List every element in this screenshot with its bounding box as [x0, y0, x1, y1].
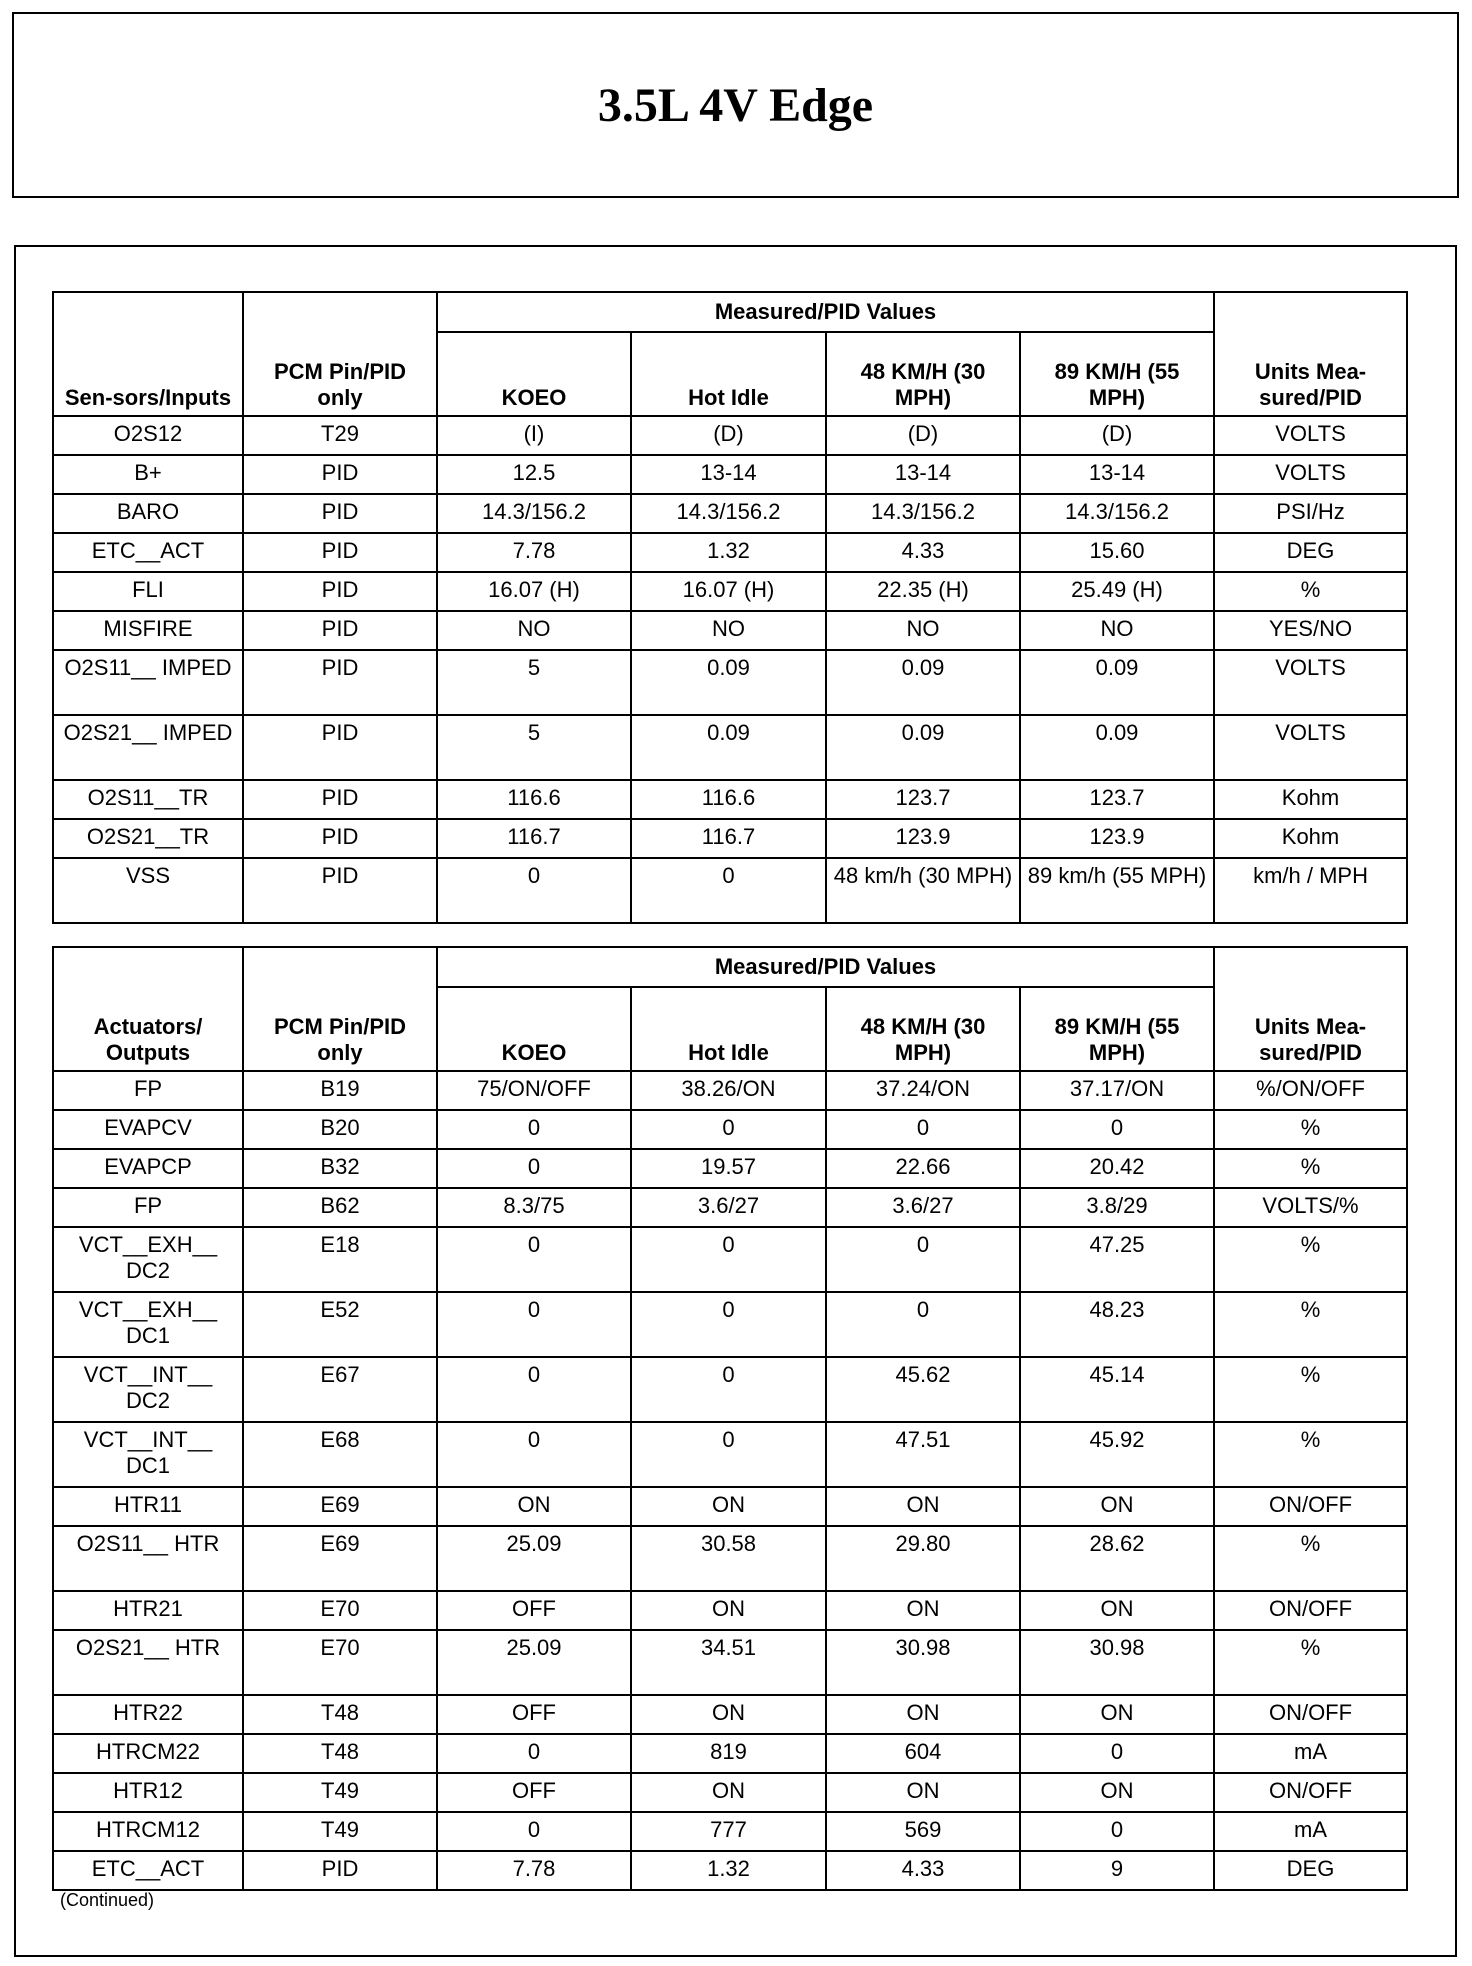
cell-48kmh: NO — [826, 611, 1020, 650]
cell-units: % — [1214, 1149, 1407, 1188]
cell-pcm-pin: E67 — [243, 1357, 437, 1422]
cell-units: VOLTS — [1214, 650, 1407, 715]
page-title: 3.5L 4V Edge — [597, 78, 874, 132]
cell-name: O2S12 — [53, 416, 243, 455]
table-row — [53, 416, 1407, 455]
cell-units: % — [1214, 1422, 1407, 1487]
cell-hot-idle: NO — [631, 611, 826, 650]
cell-48kmh: 0 — [826, 1292, 1020, 1357]
cell-pcm-pin: PID — [243, 780, 437, 819]
cell-hot-idle: 13-14 — [631, 455, 826, 494]
cell-89kmh: 45.14 — [1020, 1357, 1214, 1422]
cell-89kmh: 89 km/h (55 MPH) — [1020, 858, 1214, 923]
cell-89kmh: ON — [1020, 1773, 1214, 1812]
cell-pcm-pin: B62 — [243, 1188, 437, 1227]
cell-48kmh: 0 — [826, 1110, 1020, 1149]
table-row — [53, 1487, 1407, 1526]
table-row — [53, 1422, 1407, 1487]
cell-48kmh: ON — [826, 1591, 1020, 1630]
table-row — [53, 1695, 1407, 1734]
cell-89kmh: 0.09 — [1020, 650, 1214, 715]
cell-name: VCT__EXH__ DC1 — [53, 1292, 243, 1357]
cell-hot-idle: 0.09 — [631, 715, 826, 780]
col-header-hot-idle: Hot Idle — [631, 332, 826, 416]
actuators-outputs-table — [52, 946, 1408, 1891]
cell-hot-idle: 3.6/27 — [631, 1188, 826, 1227]
cell-units: % — [1214, 1227, 1407, 1292]
col-header-89kmh: 89 KM/H (55 MPH) — [1020, 332, 1214, 416]
cell-koeo: OFF — [437, 1773, 631, 1812]
cell-pcm-pin: PID — [243, 1851, 437, 1890]
cell-koeo: 0 — [437, 1110, 631, 1149]
table-row — [53, 650, 1407, 715]
cell-89kmh: 48.23 — [1020, 1292, 1214, 1357]
cell-koeo: 0 — [437, 1149, 631, 1188]
table-row — [53, 1292, 1407, 1357]
cell-units: Kohm — [1214, 819, 1407, 858]
col-header-pcm-pin: PCM Pin/PID only — [243, 947, 437, 1071]
table-row — [53, 715, 1407, 780]
cell-units: VOLTS/% — [1214, 1188, 1407, 1227]
cell-units: ON/OFF — [1214, 1487, 1407, 1526]
table-row — [53, 1357, 1407, 1422]
cell-units: % — [1214, 1526, 1407, 1591]
cell-89kmh: 123.7 — [1020, 780, 1214, 819]
cell-koeo: 8.3/75 — [437, 1188, 631, 1227]
cell-48kmh: ON — [826, 1487, 1020, 1526]
cell-koeo: 0 — [437, 1357, 631, 1422]
table-row — [53, 1149, 1407, 1188]
cell-pcm-pin: PID — [243, 715, 437, 780]
cell-units: YES/NO — [1214, 611, 1407, 650]
cell-48kmh: 0 — [826, 1227, 1020, 1292]
col-header-actuators-outputs: Actuators/ Outputs — [53, 947, 243, 1071]
cell-name: O2S21__TR — [53, 819, 243, 858]
cell-hot-idle: ON — [631, 1591, 826, 1630]
cell-hot-idle: 116.6 — [631, 780, 826, 819]
cell-units: VOLTS — [1214, 455, 1407, 494]
cell-koeo: 0 — [437, 1734, 631, 1773]
cell-koeo: OFF — [437, 1591, 631, 1630]
col-header-koeo: KOEO — [437, 332, 631, 416]
cell-pcm-pin: E70 — [243, 1591, 437, 1630]
table-row — [53, 1188, 1407, 1227]
cell-89kmh: 45.92 — [1020, 1422, 1214, 1487]
cell-name: HTRCM12 — [53, 1812, 243, 1851]
col-header-89kmh: 89 KM/H (55 MPH) — [1020, 987, 1214, 1071]
col-header-48kmh: 48 KM/H (30 MPH) — [826, 987, 1020, 1071]
cell-48kmh: (D) — [826, 416, 1020, 455]
cell-koeo: 7.78 — [437, 533, 631, 572]
cell-koeo: 0 — [437, 858, 631, 923]
cell-48kmh: 37.24/ON — [826, 1071, 1020, 1110]
table-row — [53, 780, 1407, 819]
cell-89kmh: 123.9 — [1020, 819, 1214, 858]
cell-hot-idle: 819 — [631, 1734, 826, 1773]
col-group-measured-pid-values: Measured/PID Values — [437, 947, 1214, 987]
cell-koeo: 25.09 — [437, 1630, 631, 1695]
cell-name: HTR21 — [53, 1591, 243, 1630]
cell-name: EVAPCV — [53, 1110, 243, 1149]
cell-name: HTR12 — [53, 1773, 243, 1812]
cell-name: B+ — [53, 455, 243, 494]
cell-units: % — [1214, 1292, 1407, 1357]
table-row — [53, 1071, 1407, 1110]
cell-89kmh: 3.8/29 — [1020, 1188, 1214, 1227]
cell-48kmh: 0.09 — [826, 715, 1020, 780]
table-row — [53, 494, 1407, 533]
cell-name: O2S21__ HTR — [53, 1630, 243, 1695]
cell-pcm-pin: E52 — [243, 1292, 437, 1357]
cell-hot-idle: 116.7 — [631, 819, 826, 858]
cell-koeo: (I) — [437, 416, 631, 455]
cell-name: HTR11 — [53, 1487, 243, 1526]
cell-koeo: OFF — [437, 1695, 631, 1734]
cell-48kmh: 4.33 — [826, 1851, 1020, 1890]
cell-hot-idle: 0 — [631, 1357, 826, 1422]
cell-pcm-pin: T49 — [243, 1812, 437, 1851]
cell-koeo: 25.09 — [437, 1526, 631, 1591]
table-row — [53, 1227, 1407, 1292]
cell-koeo: 0 — [437, 1227, 631, 1292]
cell-name: MISFIRE — [53, 611, 243, 650]
cell-hot-idle: (D) — [631, 416, 826, 455]
table-row — [53, 1812, 1407, 1851]
cell-48kmh: 22.35 (H) — [826, 572, 1020, 611]
cell-hot-idle: ON — [631, 1695, 826, 1734]
cell-pcm-pin: PID — [243, 533, 437, 572]
cell-pcm-pin: T29 — [243, 416, 437, 455]
cell-pcm-pin: E70 — [243, 1630, 437, 1695]
cell-89kmh: 47.25 — [1020, 1227, 1214, 1292]
cell-pcm-pin: PID — [243, 494, 437, 533]
cell-pcm-pin: T48 — [243, 1695, 437, 1734]
table-row — [53, 455, 1407, 494]
cell-koeo: 0 — [437, 1292, 631, 1357]
col-header-48kmh: 48 KM/H (30 MPH) — [826, 332, 1020, 416]
cell-89kmh: 20.42 — [1020, 1149, 1214, 1188]
cell-48kmh: 22.66 — [826, 1149, 1020, 1188]
cell-hot-idle: 30.58 — [631, 1526, 826, 1591]
sensors-inputs-table — [52, 291, 1408, 924]
cell-hot-idle: 1.32 — [631, 1851, 826, 1890]
cell-koeo: ON — [437, 1487, 631, 1526]
cell-48kmh: 48 km/h (30 MPH) — [826, 858, 1020, 923]
cell-koeo: 12.5 — [437, 455, 631, 494]
cell-89kmh: (D) — [1020, 416, 1214, 455]
table-row — [53, 1734, 1407, 1773]
cell-48kmh: 30.98 — [826, 1630, 1020, 1695]
cell-48kmh: 569 — [826, 1812, 1020, 1851]
table-row — [53, 1630, 1407, 1695]
cell-units: mA — [1214, 1812, 1407, 1851]
cell-hot-idle: 0.09 — [631, 650, 826, 715]
cell-koeo: 14.3/156.2 — [437, 494, 631, 533]
cell-89kmh: 15.60 — [1020, 533, 1214, 572]
cell-name: HTR22 — [53, 1695, 243, 1734]
cell-name: VCT__INT__ DC2 — [53, 1357, 243, 1422]
cell-48kmh: 45.62 — [826, 1357, 1020, 1422]
cell-hot-idle: 16.07 (H) — [631, 572, 826, 611]
cell-89kmh: 25.49 (H) — [1020, 572, 1214, 611]
cell-89kmh: 14.3/156.2 — [1020, 494, 1214, 533]
cell-48kmh: 123.9 — [826, 819, 1020, 858]
cell-koeo: 0 — [437, 1812, 631, 1851]
col-header-pcm-pin: PCM Pin/PID only — [243, 292, 437, 416]
cell-48kmh: 3.6/27 — [826, 1188, 1020, 1227]
cell-48kmh: 4.33 — [826, 533, 1020, 572]
cell-units: DEG — [1214, 1851, 1407, 1890]
cell-89kmh: 13-14 — [1020, 455, 1214, 494]
col-header-sensors-inputs: Sen-sors/Inputs — [53, 292, 243, 416]
cell-pcm-pin: PID — [243, 819, 437, 858]
cell-hot-idle: 34.51 — [631, 1630, 826, 1695]
cell-name: BARO — [53, 494, 243, 533]
cell-pcm-pin: T49 — [243, 1773, 437, 1812]
cell-hot-idle: 0 — [631, 1422, 826, 1487]
cell-units: ON/OFF — [1214, 1591, 1407, 1630]
cell-48kmh: 604 — [826, 1734, 1020, 1773]
cell-hot-idle: 0 — [631, 1110, 826, 1149]
cell-89kmh: 9 — [1020, 1851, 1214, 1890]
cell-koeo: NO — [437, 611, 631, 650]
cell-name: EVAPCP — [53, 1149, 243, 1188]
cell-pcm-pin: T48 — [243, 1734, 437, 1773]
cell-name: O2S11__TR — [53, 780, 243, 819]
col-header-units: Units Mea-sured/PID — [1214, 947, 1407, 1071]
cell-units: VOLTS — [1214, 416, 1407, 455]
cell-name: VCT__INT__ DC1 — [53, 1422, 243, 1487]
col-header-koeo: KOEO — [437, 987, 631, 1071]
cell-89kmh: 28.62 — [1020, 1526, 1214, 1591]
cell-hot-idle: 38.26/ON — [631, 1071, 826, 1110]
cell-units: ON/OFF — [1214, 1773, 1407, 1812]
cell-pcm-pin: E18 — [243, 1227, 437, 1292]
cell-units: VOLTS — [1214, 715, 1407, 780]
cell-units: % — [1214, 1110, 1407, 1149]
table-row — [53, 1851, 1407, 1890]
cell-89kmh: 30.98 — [1020, 1630, 1214, 1695]
cell-89kmh: ON — [1020, 1695, 1214, 1734]
cell-koeo: 16.07 (H) — [437, 572, 631, 611]
continued-note: (Continued) — [60, 1890, 155, 1910]
cell-89kmh: ON — [1020, 1591, 1214, 1630]
cell-name: O2S11__ IMPED — [53, 650, 243, 715]
table-row — [53, 819, 1407, 858]
cell-89kmh: 0 — [1020, 1734, 1214, 1773]
cell-name: ETC__ACT — [53, 533, 243, 572]
cell-units: km/h / MPH — [1214, 858, 1407, 923]
cell-hot-idle: 14.3/156.2 — [631, 494, 826, 533]
cell-89kmh: 0 — [1020, 1110, 1214, 1149]
cell-koeo: 5 — [437, 715, 631, 780]
cell-name: FP — [53, 1071, 243, 1110]
cell-pcm-pin: E68 — [243, 1422, 437, 1487]
cell-hot-idle: 1.32 — [631, 533, 826, 572]
table-row — [53, 1526, 1407, 1591]
cell-pcm-pin: PID — [243, 650, 437, 715]
cell-pcm-pin: PID — [243, 455, 437, 494]
cell-name: O2S21__ IMPED — [53, 715, 243, 780]
cell-pcm-pin: PID — [243, 611, 437, 650]
cell-48kmh: ON — [826, 1695, 1020, 1734]
cell-48kmh: 29.80 — [826, 1526, 1020, 1591]
cell-89kmh: 0.09 — [1020, 715, 1214, 780]
table-row — [53, 1773, 1407, 1812]
cell-units: mA — [1214, 1734, 1407, 1773]
cell-hot-idle: ON — [631, 1487, 826, 1526]
cell-48kmh: 47.51 — [826, 1422, 1020, 1487]
cell-units: DEG — [1214, 533, 1407, 572]
cell-hot-idle: 777 — [631, 1812, 826, 1851]
cell-89kmh: NO — [1020, 611, 1214, 650]
cell-hot-idle: 0 — [631, 1292, 826, 1357]
cell-hot-idle: 19.57 — [631, 1149, 826, 1188]
col-group-measured-pid-values: Measured/PID Values — [437, 292, 1214, 332]
cell-units: % — [1214, 572, 1407, 611]
table-row — [53, 611, 1407, 650]
cell-koeo: 5 — [437, 650, 631, 715]
table-row — [53, 572, 1407, 611]
cell-koeo: 116.7 — [437, 819, 631, 858]
cell-89kmh: ON — [1020, 1487, 1214, 1526]
cell-48kmh: 123.7 — [826, 780, 1020, 819]
cell-koeo: 0 — [437, 1422, 631, 1487]
cell-hot-idle: ON — [631, 1773, 826, 1812]
cell-89kmh: 0 — [1020, 1812, 1214, 1851]
cell-pcm-pin: B32 — [243, 1149, 437, 1188]
cell-name: VSS — [53, 858, 243, 923]
cell-name: O2S11__ HTR — [53, 1526, 243, 1591]
content-frame — [14, 245, 1457, 1957]
cell-units: %/ON/OFF — [1214, 1071, 1407, 1110]
cell-units: % — [1214, 1630, 1407, 1695]
table-row — [53, 1591, 1407, 1630]
cell-koeo: 7.78 — [437, 1851, 631, 1890]
cell-name: VCT__EXH__ DC2 — [53, 1227, 243, 1292]
cell-48kmh: 0.09 — [826, 650, 1020, 715]
cell-units: ON/OFF — [1214, 1695, 1407, 1734]
table-row — [53, 1110, 1407, 1149]
cell-koeo: 75/ON/OFF — [437, 1071, 631, 1110]
cell-name: FP — [53, 1188, 243, 1227]
cell-48kmh: ON — [826, 1773, 1020, 1812]
cell-pcm-pin: B19 — [243, 1071, 437, 1110]
cell-pcm-pin: E69 — [243, 1526, 437, 1591]
cell-hot-idle: 0 — [631, 1227, 826, 1292]
cell-name: HTRCM22 — [53, 1734, 243, 1773]
cell-89kmh: 37.17/ON — [1020, 1071, 1214, 1110]
table-row — [53, 533, 1407, 572]
cell-pcm-pin: E69 — [243, 1487, 437, 1526]
title-box — [12, 12, 1459, 198]
cell-48kmh: 13-14 — [826, 455, 1020, 494]
cell-koeo: 116.6 — [437, 780, 631, 819]
cell-units: Kohm — [1214, 780, 1407, 819]
col-header-hot-idle: Hot Idle — [631, 987, 826, 1071]
cell-name: FLI — [53, 572, 243, 611]
cell-hot-idle: 0 — [631, 858, 826, 923]
table-row — [53, 858, 1407, 923]
cell-units: PSI/Hz — [1214, 494, 1407, 533]
cell-name: ETC__ACT — [53, 1851, 243, 1890]
cell-pcm-pin: PID — [243, 572, 437, 611]
cell-units: % — [1214, 1357, 1407, 1422]
cell-pcm-pin: PID — [243, 858, 437, 923]
cell-pcm-pin: B20 — [243, 1110, 437, 1149]
col-header-units: Units Mea-sured/PID — [1214, 292, 1407, 416]
cell-48kmh: 14.3/156.2 — [826, 494, 1020, 533]
